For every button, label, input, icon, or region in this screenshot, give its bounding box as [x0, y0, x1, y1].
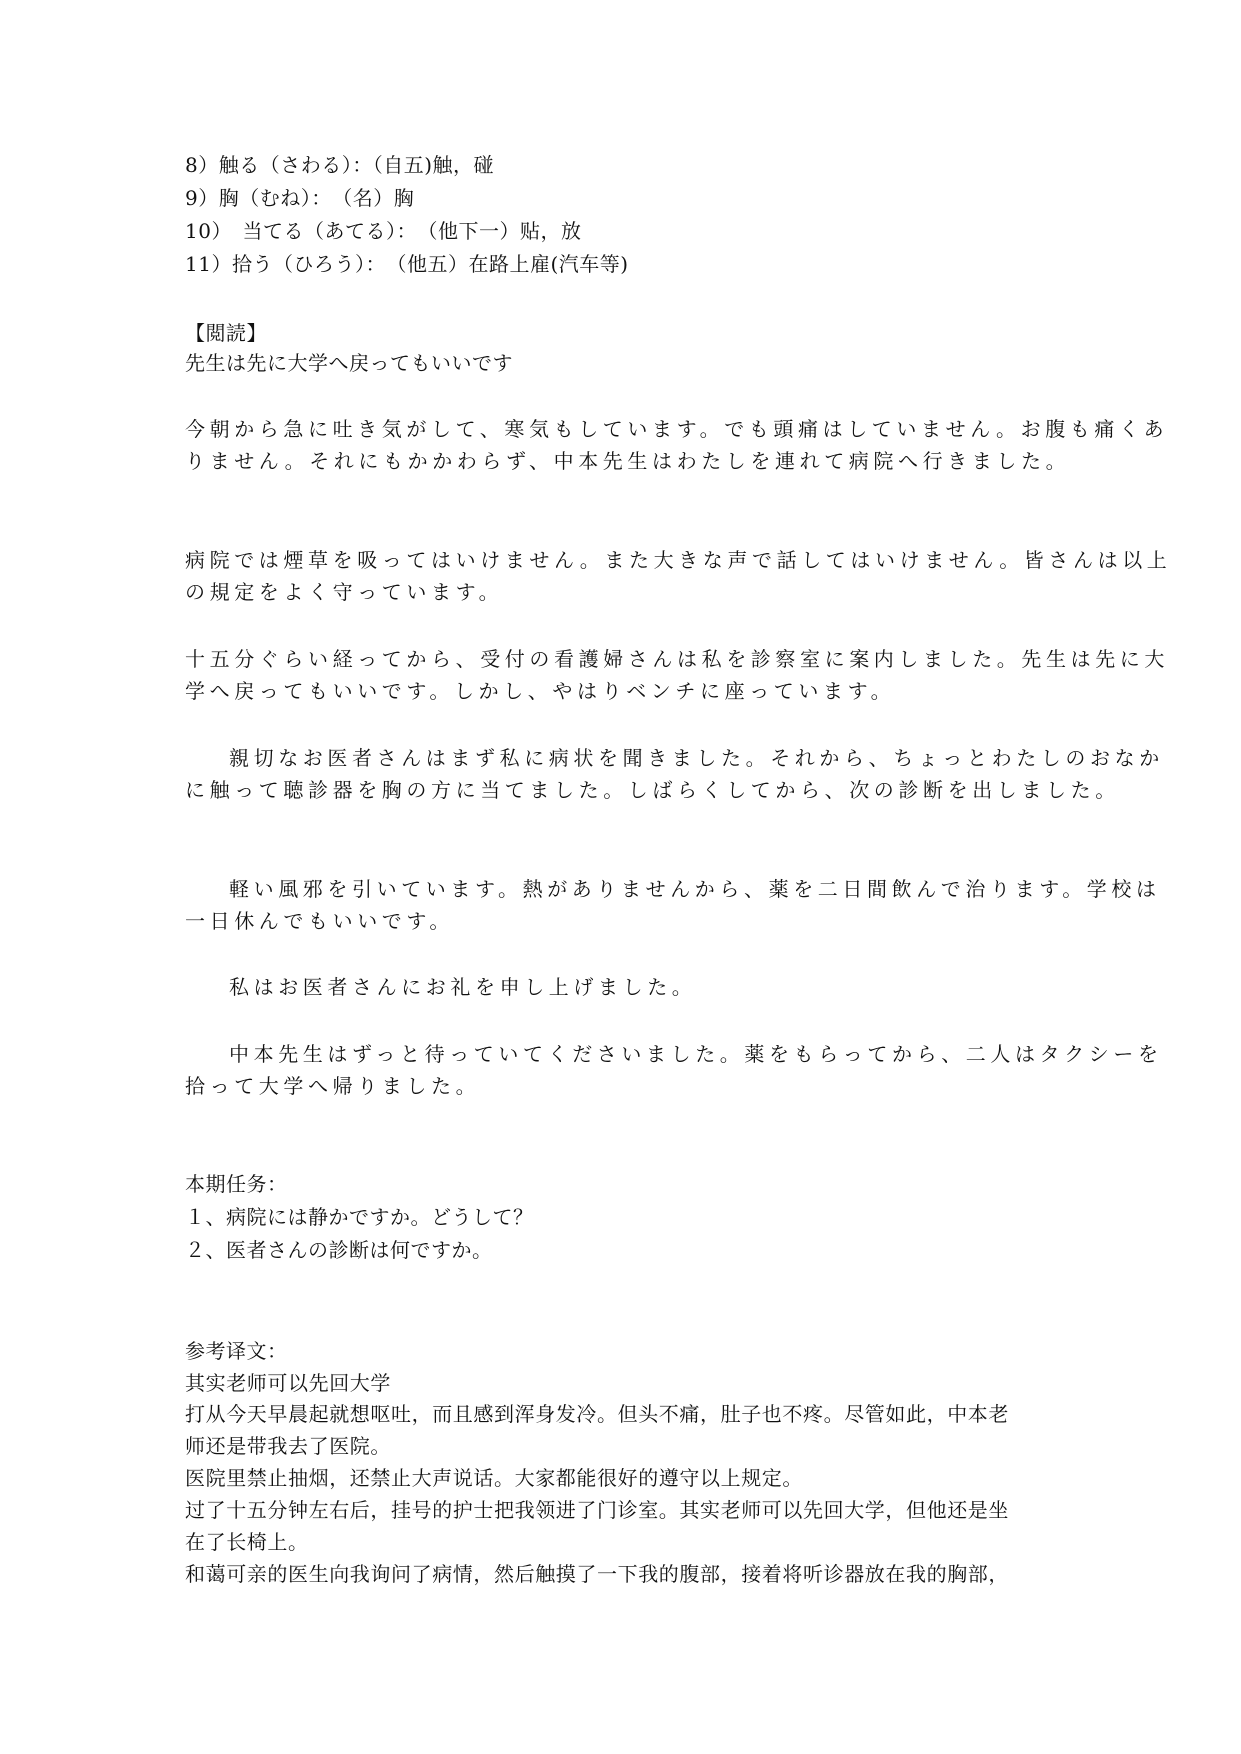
vocab-item: 8）触る（さわる）：（自五)触，碰: [185, 153, 495, 177]
vocab-item: 10） 当てる（あてる）： （他下一）贴，放: [185, 219, 582, 243]
reading-line: の規定をよく守っています。: [185, 580, 504, 604]
reading-line: に触って聴診器を胸の方に当てました。しばらくしてから、次の診断を出しました。: [185, 778, 1120, 802]
tasks-heading: 本期任务：: [185, 1172, 288, 1196]
task-item: ２、医者さんの診断は何ですか。: [185, 1238, 493, 1262]
reading-line: 私はお医者さんにお礼を申し上げました。: [229, 975, 697, 999]
reading-line: 病院では煙草を吸ってはいけません。また大きな声で話してはいけません。皆さんは以上: [185, 548, 1172, 572]
reading-line: 拾って大学へ帰りました。: [185, 1074, 481, 1098]
reading-line: 中本先生はずっと待っていてくださいました。薬をもらってから、二人はタクシーを: [229, 1042, 1163, 1066]
translation-line: 和蔼可亲的医生向我询问了病情，然后触摸了一下我的腹部，接着将听诊器放在我的胸部，: [185, 1562, 1009, 1586]
reading-line: 一日休んでもいいです。: [185, 909, 454, 933]
translation-line: 打从今天早晨起就想呕吐，而且感到浑身发冷。但头不痛，肚子也不疼。尽管如此，中本老: [185, 1402, 1009, 1426]
translation-line: 在了长椅上。: [185, 1530, 309, 1554]
reading-line: りません。それにもかかわらず、中本先生はわたしを連れて病院へ行きました。: [185, 449, 1071, 473]
reading-line: 今朝から急に吐き気がして、寒気もしています。でも頭痛はしていません。お腹も痛くあ: [185, 417, 1169, 441]
translation-line: 过了十五分钟左右后，挂号的护士把我领进了门诊室。其实老师可以先回大学，但他还是坐: [185, 1498, 1009, 1522]
vocab-item: 9）胸（むね）： （名）胸: [185, 186, 415, 210]
reading-title: 先生は先に大学へ戻ってもいいです: [185, 351, 513, 375]
task-item: １、病院には静かですか。どうして？: [185, 1205, 534, 1229]
vocab-item: 11）拾う（ひろう）： （他五）在路上雇(汽车等): [185, 252, 629, 276]
translation-title: 其实老师可以先回大学: [185, 1371, 391, 1395]
reading-line: 親切なお医者さんはまず私に病状を聞きました。それから、ちょっとわたしのおなか: [229, 746, 1164, 770]
reading-heading: 【閲読】: [185, 321, 267, 345]
reading-line: 十五分ぐらい経ってから、受付の看護婦さんは私を診察室に案内しました。先生は先に大: [185, 647, 1169, 671]
reading-line: 軽い風邪を引いています。熱がありませんから、薬を二日間飲んで治ります。学校は: [229, 877, 1161, 901]
translation-heading: 参考译文：: [185, 1339, 288, 1363]
translation-line: 师还是带我去了医院。: [185, 1434, 391, 1458]
translation-line: 医院里禁止抽烟，还禁止大声说话。大家都能很好的遵守以上规定。: [185, 1466, 803, 1490]
reading-line: 学へ戻ってもいいです。しかし、やはりベンチに座っています。: [185, 679, 896, 703]
